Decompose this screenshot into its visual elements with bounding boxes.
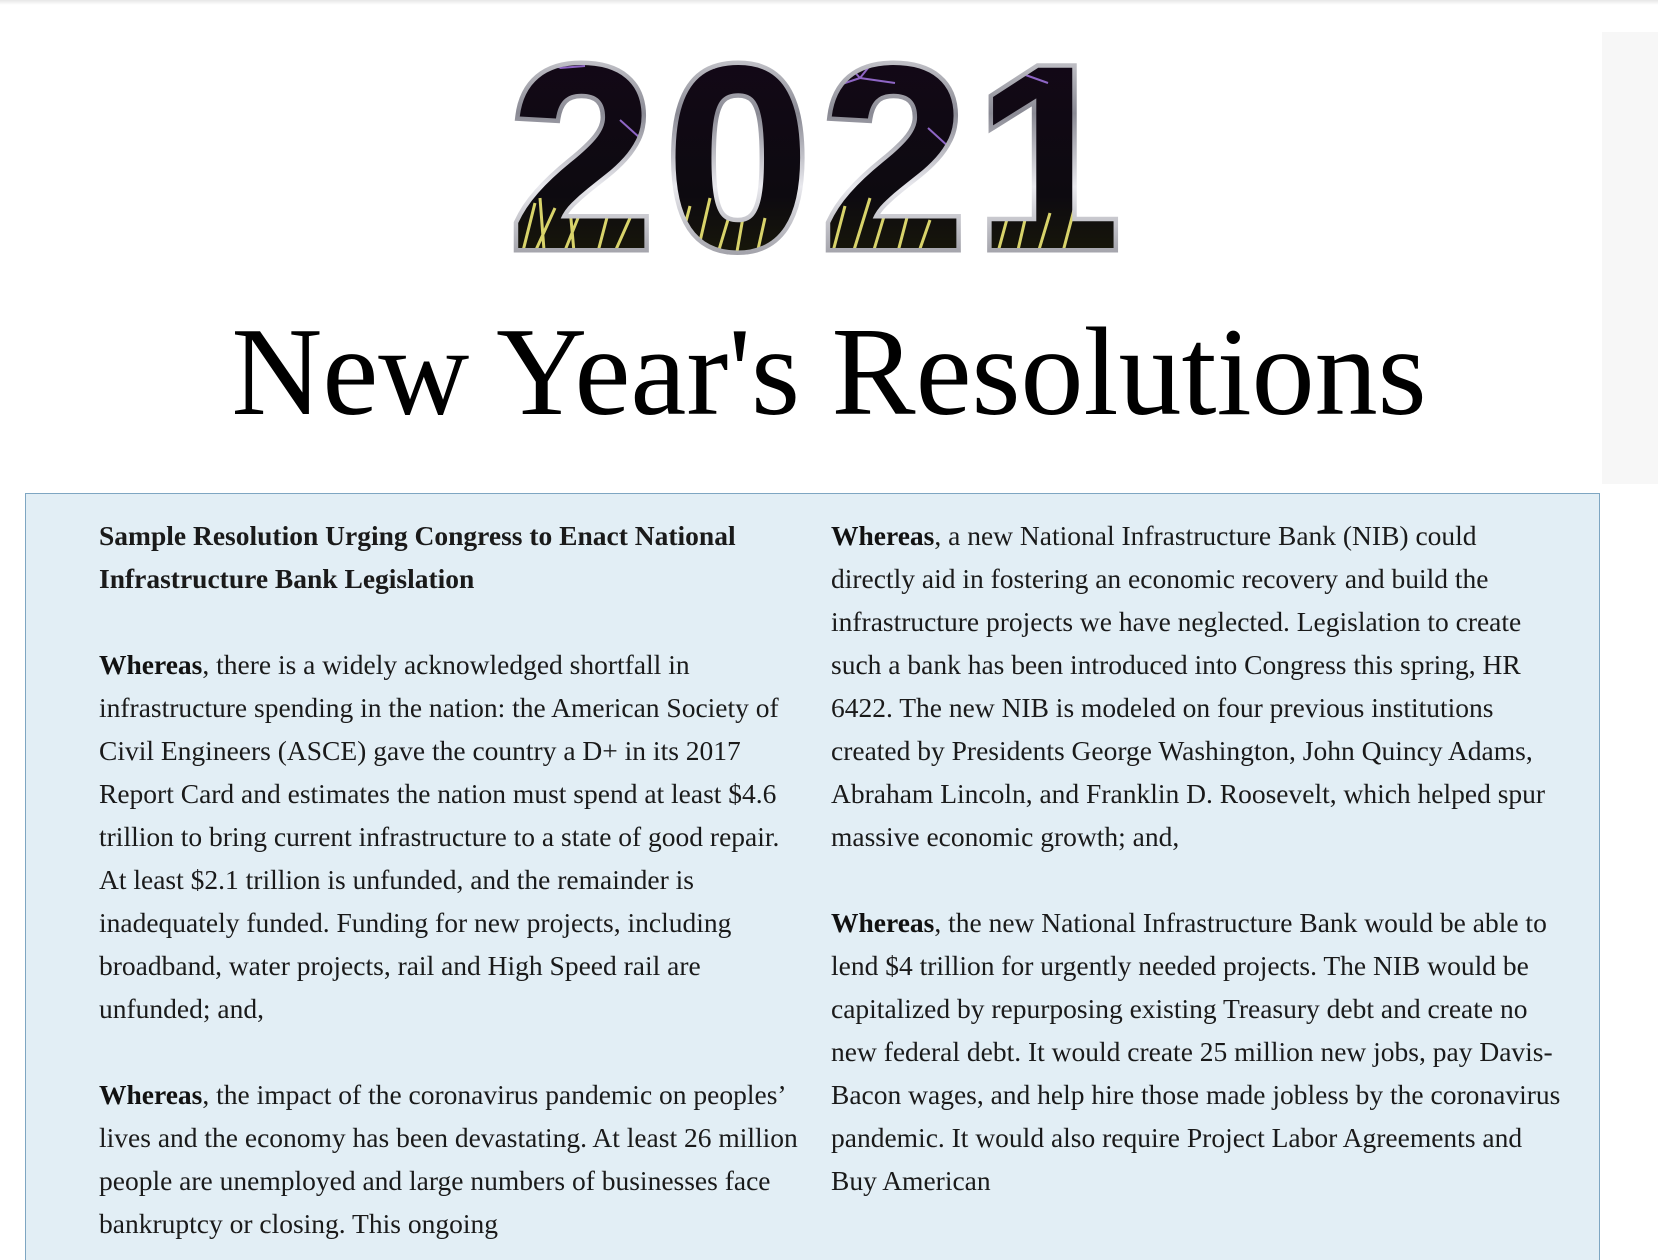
logo-digit-2b: 2 [821, 28, 967, 268]
resolution-left-column [99, 514, 799, 1260]
resolution-box [25, 493, 1600, 1260]
whereas-lead: Whereas [99, 1079, 203, 1110]
page-title: New Year's Resolutions [231, 303, 1427, 442]
whereas-paragraph [831, 901, 1561, 1202]
logo-digit-0: 0 [665, 28, 811, 268]
whereas-paragraph [99, 1073, 799, 1245]
logo-digit-2a: 2 [509, 28, 655, 268]
whereas-paragraph [831, 514, 1561, 858]
whereas-lead: Whereas [831, 907, 935, 938]
top-strip [0, 0, 1658, 5]
logo-year-text: 2021 [815, 266, 817, 267]
year-2021-logo [500, 28, 1130, 268]
whereas-paragraph [99, 643, 799, 1030]
whereas-text: , the new National Infrastructure Bank would be able to lend $4 trillion for urgently needed projects. The NIB would be capitalized by repurposing existing Treasury debt and create no new federal debt. It would create 25 million new jobs, pay Davis-Bacon wages, and help hire those made jobless by the coronavirus pandemic. It would also require Project Labor Agreements and Buy American [831, 907, 1561, 1196]
resolution-right-column [831, 514, 1561, 1245]
whereas-text: , a new National Infrastructure Bank (NIB) could directly aid in fostering an economic recovery and build the infrastructure projects we have neglected. Legislation to create such a bank has been introduced into Congress this spring, HR 6422. The new NIB is modeled on four previous institutions created by Presidents George Washington, John Quincy Adams, Abraham Lincoln, and Franklin D. Roosevelt, which helped spur massive economic growth; and, [831, 520, 1546, 852]
logo-digit-1: 1 [975, 28, 1121, 268]
resolution-title: Sample Resolution Urging Congress to Enact National Infrastructure Bank Legislation [99, 520, 736, 594]
whereas-lead: Whereas [99, 649, 203, 680]
whereas-text: , the impact of the coronavirus pandemic on peoples’ lives and the economy has been devastating. At least 26 million people are unemployed and large numbers of businesses face bankruptcy or closing. This ongoing [99, 1079, 798, 1239]
whereas-lead: Whereas [831, 520, 935, 551]
whereas-text: , there is a widely acknowledged shortfall in infrastructure spending in the nation: the American Society of Civil Engineers (ASCE) gave the country a D+ in its 2017 Report Card and estimates the nation must spend at least $4.6 trillion to bring current infrastructure to a state of good repair. At least $2.1 trillion is unfunded, and the remainder is inadequately funded. Funding for new projects, including broadband, water projects, rail and High Speed rail are unfunded; and, [99, 649, 780, 1024]
